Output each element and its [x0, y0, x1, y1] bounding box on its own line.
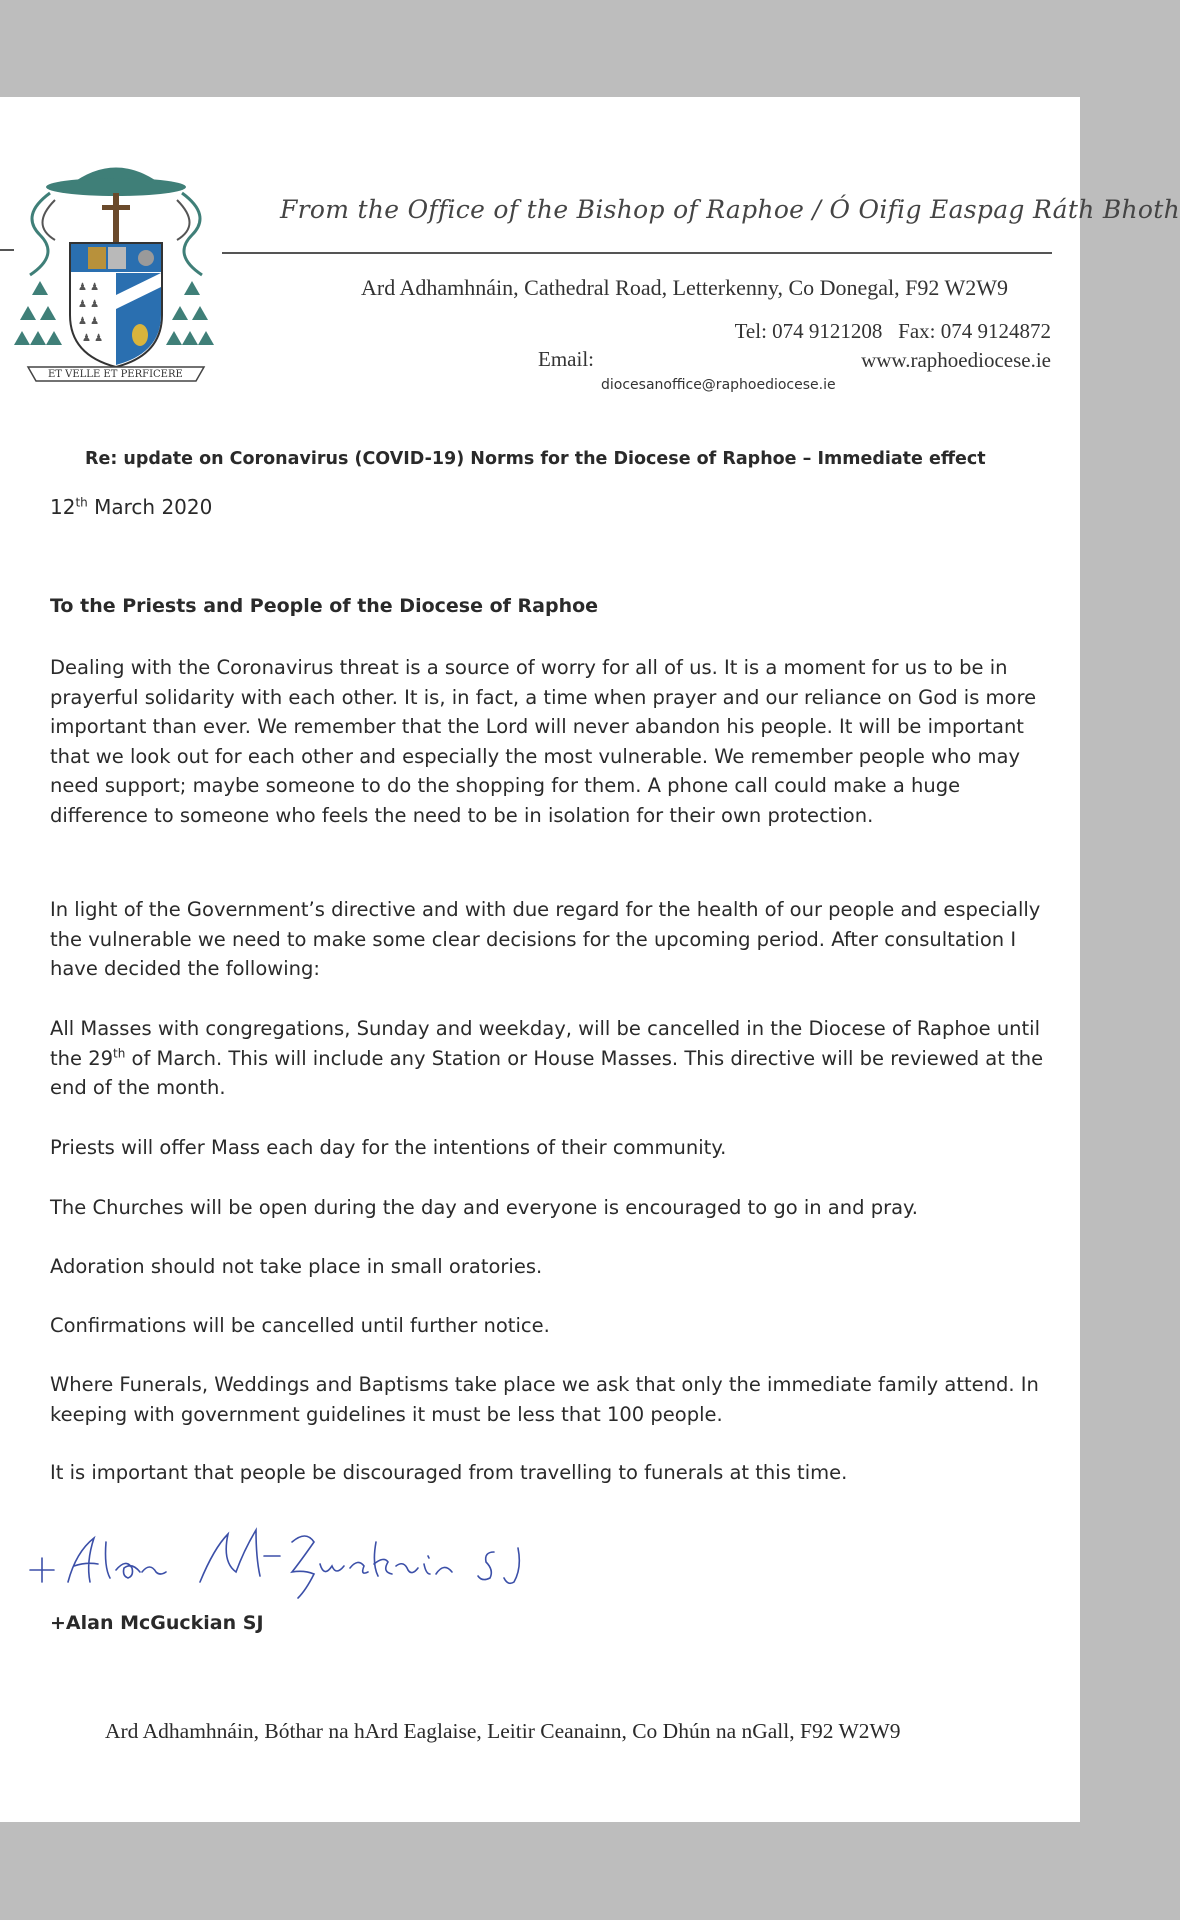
crest-motto: ET VELLE ET PERFICERE — [48, 369, 183, 380]
header-rule — [222, 252, 1052, 254]
bottom-margin-bar — [0, 1822, 1080, 1920]
office-title: From the Office of the Bishop of Raphoe / Ó Oifig Easpag Ráth Bhoth — [280, 195, 1180, 224]
handwritten-signature — [24, 1512, 564, 1602]
email-label: Email: — [538, 347, 594, 371]
svg-text:♟ ♟: ♟ ♟ — [78, 299, 100, 310]
date-month-year: March 2020 — [87, 495, 213, 519]
svg-text:♟ ♟: ♟ ♟ — [78, 316, 100, 327]
office-address: Ard Adhamhnáin, Cathedral Road, Letterkenny, Co Donegal, F92 W2W9 — [361, 275, 1009, 300]
svg-text:♟ ♟: ♟ ♟ — [78, 282, 100, 293]
svg-text:♟ ♟: ♟ ♟ — [82, 333, 104, 344]
paragraph-3-part-a: All Masses with congregations, Sunday and weekday, will be cancelled in the Diocese of Raphoe until the 29 — [50, 1017, 1041, 1070]
paragraph-1: Dealing with the Coronavirus threat is a source of worry for all of us. It is a moment for us to be in prayerful solidarity with each other. It is, in fact, a time when prayer and our reliance on God is more important than ever. We remember that the Lord will never abandon his people. It will be important that we look out for each other and especially the most vulnerable. We remember people who may need support; maybe someone to do the shopping for them. A phone call could make a huge difference to someone who feels the need to be in isolation for their own protection. — [50, 656, 1037, 827]
letter-page — [0, 97, 1180, 1822]
phone-fax: Tel: 074 9121208 Fax: 074 9124872 — [734, 319, 1051, 343]
letter-date — [50, 495, 212, 519]
signer-name: +Alan McGuckian SJ — [50, 1612, 264, 1634]
paragraph-3 — [50, 1014, 1050, 1103]
subject-line: Re: update on Coronavirus (COVID-19) Norms for the Diocese of Raphoe – Immediate effect — [85, 449, 986, 469]
footer-address-irish: Ard Adhamhnáin, Bóthar na hArd Eaglaise, Leitir Ceanainn, Co Dhún na nGall, F92 W2W9 — [105, 1719, 901, 1743]
paragraph-8: Where Funerals, Weddings and Baptisms take place we ask that only the immediate family attend. In keeping with government guidelines it must be less that 100 people. — [50, 1373, 1039, 1426]
salutation: To the Priests and People of the Diocese of Raphoe — [50, 595, 599, 617]
paragraph-5: The Churches will be open during the day and everyone is encouraged to go in and pray. — [50, 1196, 918, 1219]
paragraph-3-part-b: of March. This will include any Station or House Masses. This directive will be reviewed at the end of the month. — [50, 1046, 1044, 1100]
website-link[interactable]: www.raphoediocese.ie — [861, 348, 1051, 372]
paragraph-3-sup: th — [113, 1046, 126, 1061]
paragraph-9: It is important that people be discouraged from travelling to funerals at this time. — [50, 1461, 848, 1484]
coat-of-arms-icon — [10, 155, 222, 390]
paragraph-2: In light of the Government’s directive and with due regard for the health of our people and especially the vulnerable we need to make some clear decisions for the upcoming period. After consultation I have decided the following: — [50, 898, 1041, 981]
header-rule-left-tick — [0, 249, 14, 251]
top-margin-bar — [0, 0, 1080, 97]
email-link[interactable]: diocesanoffice@raphoediocese.ie — [601, 377, 836, 393]
date-day: 12 — [50, 495, 76, 519]
paragraph-6: Adoration should not take place in small oratories. — [50, 1255, 543, 1278]
paragraph-4: Priests will offer Mass each day for the intentions of their community. — [50, 1136, 727, 1159]
date-suffix: th — [75, 495, 88, 510]
paragraph-7: Confirmations will be cancelled until further notice. — [50, 1314, 550, 1337]
